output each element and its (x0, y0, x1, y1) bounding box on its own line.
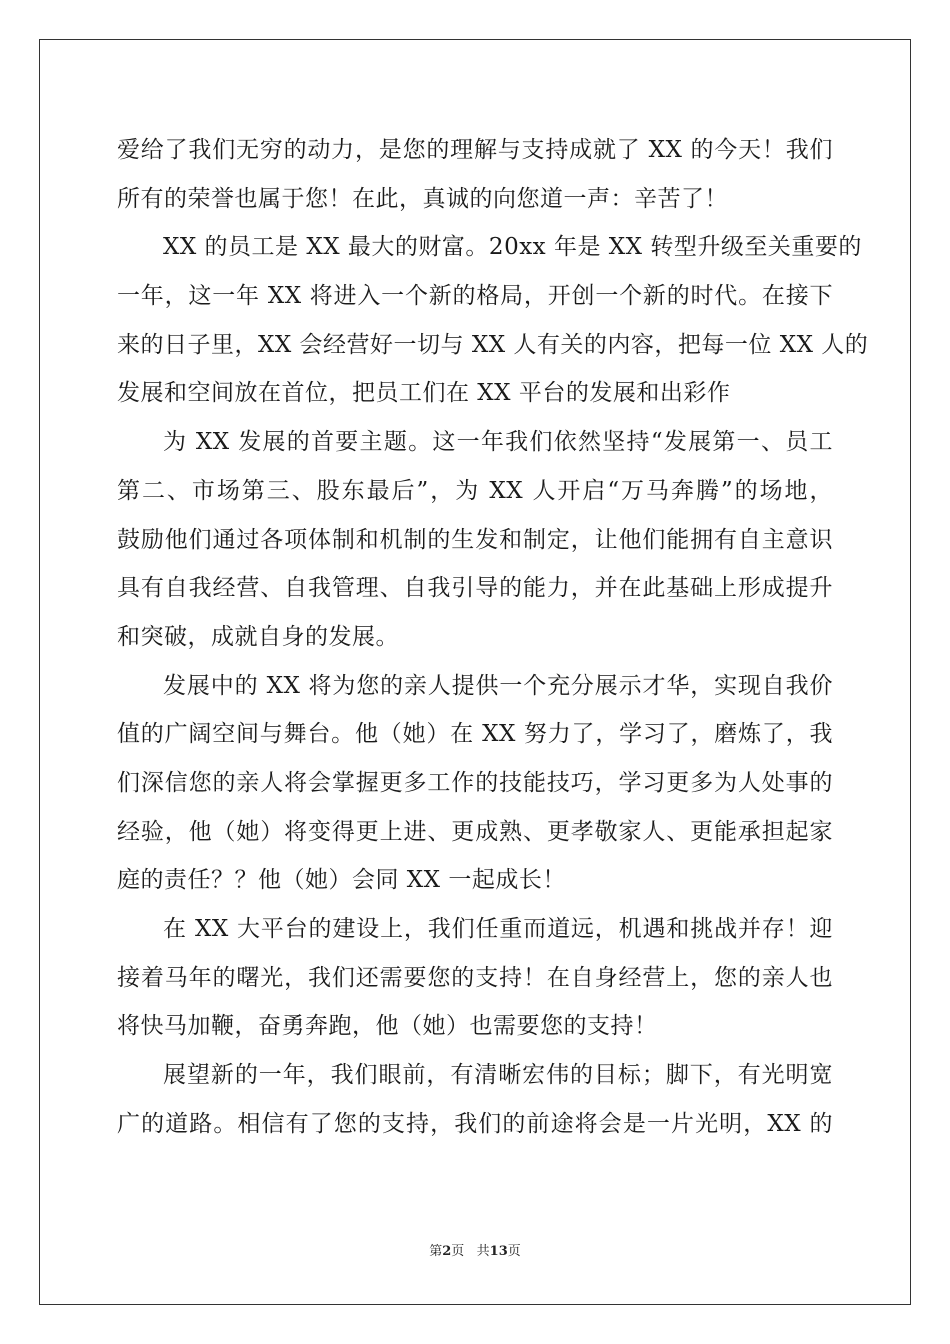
text-line: 一年，这一年 XX 将进入一个新的格局，开创一个新的时代。在接下 (117, 283, 833, 310)
text-line: 将快马加鞭，奋勇奔跑，他（她）也需要您的支持！ (117, 1013, 658, 1040)
text-line: 接着马年的曙光，我们还需要您的支持！在自身经营上，您的亲人也 (117, 964, 833, 991)
paragraph-start-line: XX 的员工是 XX 最大的财富。20xx 年是 XX 转型升级至关重要的 (163, 234, 862, 261)
text-line: 鼓励他们通过各项体制和机制的生发和制定，让他们能拥有自主意识 (117, 526, 833, 553)
footer-middle: 页 共 (451, 1244, 490, 1259)
text-line: 值的广阔空间与舞台。他（她）在 XX 努力了，学习了，磨炼了，我 (117, 721, 833, 748)
text-line: 广的道路。相信有了您的支持，我们的前途将会是一片光明，XX 的 (117, 1110, 833, 1137)
text-line: 第二、市场第三、股东最后”，为 XX 人开启“万马奔腾”的场地， (117, 477, 833, 504)
footer-suffix: 页 (507, 1244, 521, 1259)
document-body (117, 126, 869, 1148)
current-page-number: 2 (442, 1244, 452, 1259)
paragraph-start-line: 展望新的一年，我们眼前，有清晰宏伟的目标；脚下，有光明宽 (163, 1062, 833, 1089)
text-line: 发展和空间放在首位，把员工们在 XX 平台的发展和出彩作 (117, 380, 731, 407)
paragraph-start-line: 发展中的 XX 将为您的亲人提供一个充分展示才华，实现自我价 (163, 672, 833, 699)
text-line: 来的日子里，XX 会经营好一切与 XX 人有关的内容，把每一位 XX 人的 (117, 331, 869, 358)
text-line: 经验，他（她）将变得更上进、更成熟、更孝敬家人、更能承担起家 (117, 818, 833, 845)
text-line: 和突破，成就自身的发展。 (117, 623, 399, 650)
text-line: 们深信您的亲人将会掌握更多工作的技能技巧，学习更多为人处事的 (117, 769, 833, 796)
footer-prefix: 第 (429, 1244, 443, 1259)
text-line: 庭的责任？？他（她）会同 XX 一起成长！ (117, 867, 566, 894)
text-line: 爱给了我们无穷的动力，是您的理解与支持成就了 XX 的今天！我们 (117, 137, 833, 163)
text-line: 具有自我经营、自我管理、自我引导的能力，并在此基础上形成提升 (117, 575, 833, 602)
paragraph-start-line: 为 XX 发展的首要主题。这一年我们依然坚持“发展第一、员工 (163, 429, 833, 456)
text-line: 所有的荣誉也属于您！在此，真诚的向您道一声：辛苦了！ (117, 185, 728, 212)
page-footer (0, 1240, 950, 1259)
total-page-count: 13 (489, 1244, 508, 1259)
paragraph-start-line: 在 XX 大平台的建设上，我们任重而道远，机遇和挑战并存！迎 (163, 916, 833, 942)
